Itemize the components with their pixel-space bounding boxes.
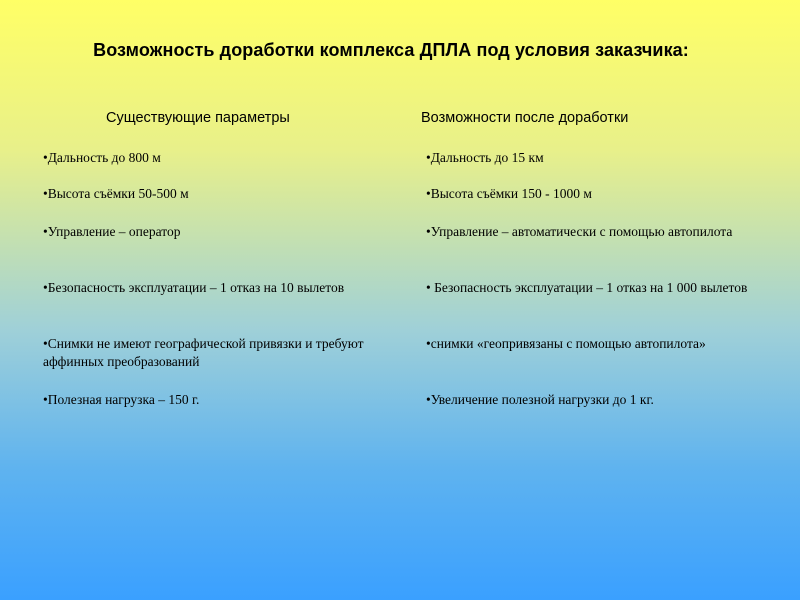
improved-payload-item: •Увеличение полезной нагрузки до 1 кг. — [426, 392, 654, 407]
existing-payload-item: •Полезная нагрузка – 150 г. — [43, 392, 200, 407]
improved-control-item: •Управление – автоматически с помощью автопилота — [426, 224, 733, 239]
improvement-options-header: Возможности после доработки — [421, 110, 629, 126]
existing-parameters-header: Существующие параметры — [106, 110, 290, 126]
improved-imagery-item: •снимки «геопривязаны с помощью автопилота» — [426, 336, 706, 351]
improved-range-item: •Дальность до 15 км — [426, 150, 544, 165]
improved-altitude-item: •Высота съёмки 150 - 1000 м — [426, 186, 592, 201]
existing-altitude-item: •Высота съёмки 50-500 м — [43, 186, 189, 201]
slide-title: Возможность доработки комплекса ДПЛА под условия заказчика: — [93, 40, 689, 60]
existing-safety-item: •Безопасность эксплуатации – 1 отказ на 10 вылетов — [43, 280, 345, 295]
existing-control-item: •Управление – оператор — [43, 224, 181, 239]
existing-range-item: •Дальность до 800 м — [43, 150, 161, 165]
existing-imagery-item: •Снимки не имеют географической привязки и требуют аффинных преобразований — [43, 336, 364, 369]
improved-safety-item: • Безопасность эксплуатации – 1 отказ на 1 000 вылетов — [426, 280, 748, 295]
